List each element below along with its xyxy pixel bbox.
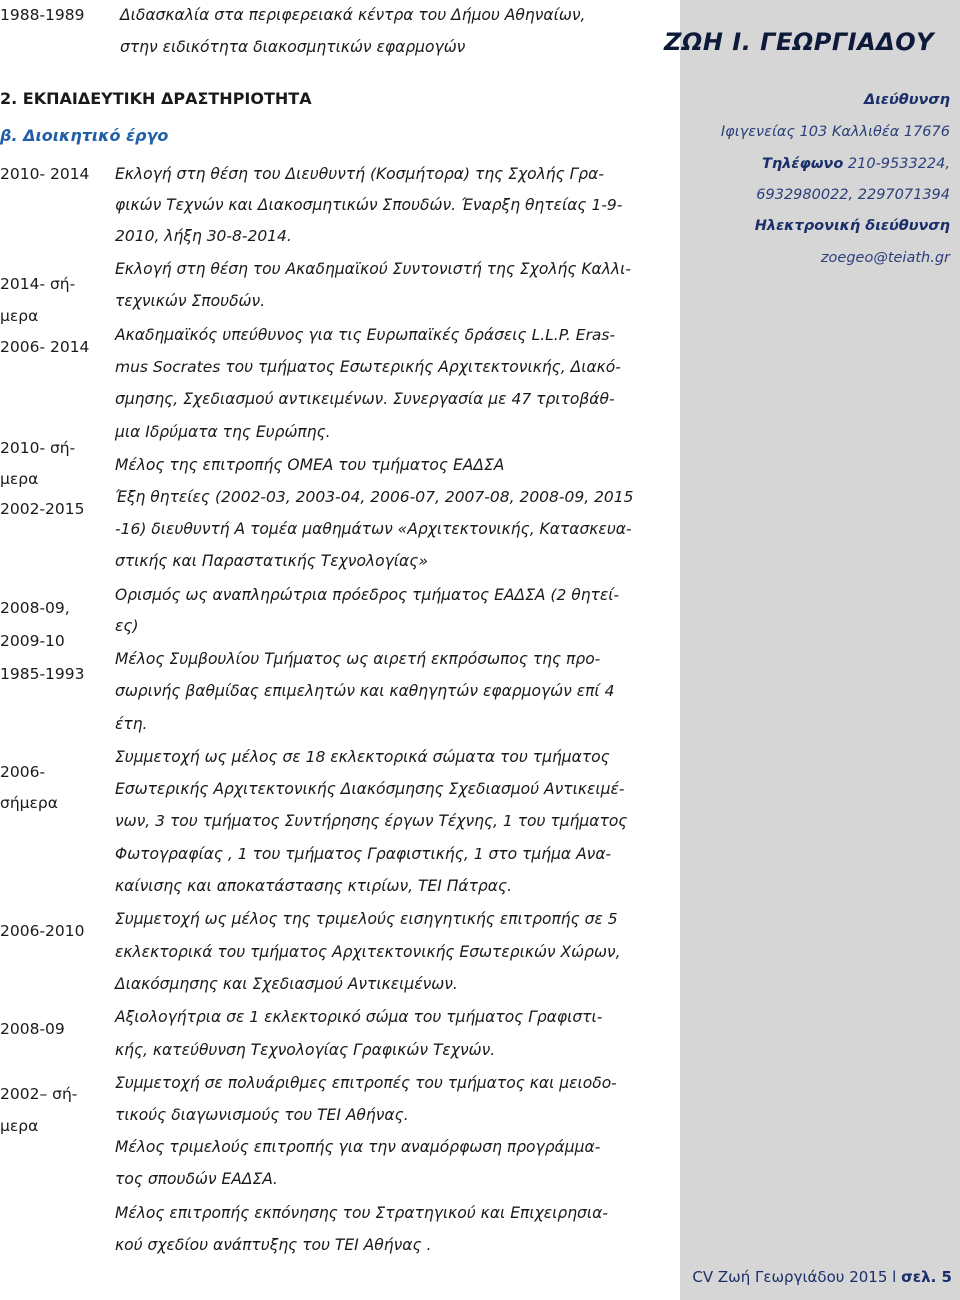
phone-value-1: 210-9533224, [847,156,950,172]
description-line: Συμμετοχή ως μέλος σε 18 εκλεκτορικά σώματα του τμήματος [115,748,610,766]
description-line: 2010, λήξη 30-8-2014. [115,227,292,245]
date-label: μερα [0,1117,39,1135]
description-line: κής, κατεύθυνση Τεχνολογίας Γραφικών Τεχνών. [115,1041,496,1059]
description-line: τεχνικών Σπουδών. [115,292,266,310]
description-line: Συμμετοχή σε πολυάριθμες επιτροπές του τμήματος και μειοδο- [115,1074,617,1092]
description-line: mus Socrates του τμήματος Εσωτερικής Αρχιτεκτονικής, Διακό- [115,358,621,376]
date-label: 2008-09 [0,1020,65,1038]
page-number: σελ. 5 [901,1268,952,1286]
date-label: 2010- 2014 [0,165,90,183]
date-label: 2006- [0,763,46,781]
description-line: Ορισμός ως αναπληρώτρια πρόεδρος τμήματος ΕΑΔΣΑ (2 θητεί- [115,586,620,604]
description-line: σωρινής βαθμίδας επιμελητών και καθηγητών εφαρμογών επί 4 [115,682,615,700]
description-line: Έξη θητείες (2002-03, 2003-04, 2006-07, 2007-08, 2008-09, 2015 [115,488,634,506]
description-line: Εσωτερικής Αρχιτεκτονικής Διακόσμησης Σχεδιασμού Αντικειμέ- [115,780,625,798]
date-label: μερα [0,470,39,488]
email-label: Ηλεκτρονική διεύθυνση [754,218,950,234]
subsection-title: β. Διοικητικό έργο [0,126,169,145]
contact-sidebar [664,0,960,1300]
entry-date: 1988-1989 [0,6,85,24]
description-line: κού σχεδίου ανάπτυξης του ΤΕΙ Αθήνας . [115,1236,432,1254]
description-line: στικής και Παραστατικής Τεχνολογίας» [115,552,428,570]
page-footer [692,1268,952,1286]
description-line: τος σπουδών ΕΑΔΣΑ. [115,1170,278,1188]
date-label: σήμερα [0,794,58,812]
description-line: τικούς διαγωνισμούς του ΤΕΙ Αθήνας. [115,1106,409,1124]
description-line: νων, 3 του τμήματος Συντήρησης έργων Τέχνης, 1 του τμήματος [115,812,628,830]
date-label: 2002-2015 [0,500,85,518]
description-line: Μέλος Συμβουλίου Τμήματος ως αιρετή εκπρόσωπος της προ- [115,650,601,668]
description-line: καίνισης και αποκατάστασης κτιρίων, ΤΕΙ Πάτρας. [115,877,513,895]
address-label: Διεύθυνση [864,92,950,108]
description-line: Φωτογραφίας , 1 του τμήματος Γραφιστικής, 1 στο τμήμα Ανα- [115,845,612,863]
email-link[interactable]: zoegeo@teiath.gr [820,250,950,266]
description-line: Διακόσμησης και Σχεδιασμού Αντικειμένων. [115,975,458,993]
date-label: 2006-2010 [0,922,85,940]
description-line: Συμμετοχή ως μέλος της τριμελούς εισηγητικής επιτροπής σε 5 [115,910,618,928]
date-label: 2006- 2014 [0,338,90,356]
date-label: 2002– σή- [0,1085,78,1103]
description-line: Αξιολογήτρια σε 1 εκλεκτορικό σώμα του τμήματος Γραφιστι- [115,1008,603,1026]
person-name: ΖΩΗ Ι. ΓΕΩΡΓΙΑΔΟΥ [664,28,934,56]
date-label: 1985-1993 [0,665,85,683]
description-line: έτη. [115,715,148,733]
description-line: εκλεκτορικά του τμήματος Αρχιτεκτονικής Εσωτερικών Χώρων, [115,943,621,961]
description-line: ες) [115,617,139,635]
section-title: 2. ΕΚΠΑΙΔΕΥΤΙΚΗ ΔΡΑΣΤΗΡΙΟΤΗΤΑ [0,89,312,108]
phone-label: Τηλέφωνο [762,156,844,172]
description-line: μια Ιδρύματα της Ευρώπης. [115,423,331,441]
description-line: σμησης, Σχεδιασμού αντικειμένων. Συνεργασία με 47 τριτοβάθ- [115,390,615,408]
entry-line: στην ειδικότητα διακοσμητικών εφαρμογών [120,38,466,56]
description-line: -16) διευθυντή Α τομέα μαθημάτων «Αρχιτεκτονικής, Κατασκευα- [115,520,632,538]
footer-text: CV Ζωή Γεωργιάδου 2015 l [692,1268,897,1286]
description-line: Εκλογή στη θέση του Ακαδημαϊκού Συντονιστή της Σχολής Καλλι- [115,260,631,278]
description-line: φικών Τεχνών και Διακοσμητικών Σπουδών. Έναρξη θητείας 1-9- [115,196,623,214]
date-label: 2010- σή- [0,439,76,457]
description-line: Μέλος επιτροπής εκπόνησης του Στρατηγικού και Επιχειρησια- [115,1204,608,1222]
description-line: Ακαδημαϊκός υπεύθυνος για τις Ευρωπαϊκές δράσεις L.L.P. Eras- [115,326,616,344]
date-label: μερα [0,307,39,325]
description-line: Μέλος της επιτροπής ΟΜΕΑ του τμήματος ΕΑΔΣΑ [115,456,505,474]
phone-line [762,156,950,172]
address-value: Ιφιγενείας 103 Καλλιθέα 17676 [720,124,950,140]
description-line: Μέλος τριμελούς επιτροπής για την αναμόρφωση προγράμμα- [115,1138,601,1156]
description-line: Εκλογή στη θέση του Διευθυντή (Κοσμήτορα) της Σχολής Γρα- [115,165,604,183]
date-label: 2009-10 [0,632,65,650]
date-label: 2008-09, [0,599,70,617]
entry-line: Διδασκαλία στα περιφερειακά κέντρα του Δήμου Αθηναίων, [120,6,586,24]
date-label: 2014- σή- [0,275,76,293]
phone-value-2: 6932980022, 2297071394 [756,187,950,203]
